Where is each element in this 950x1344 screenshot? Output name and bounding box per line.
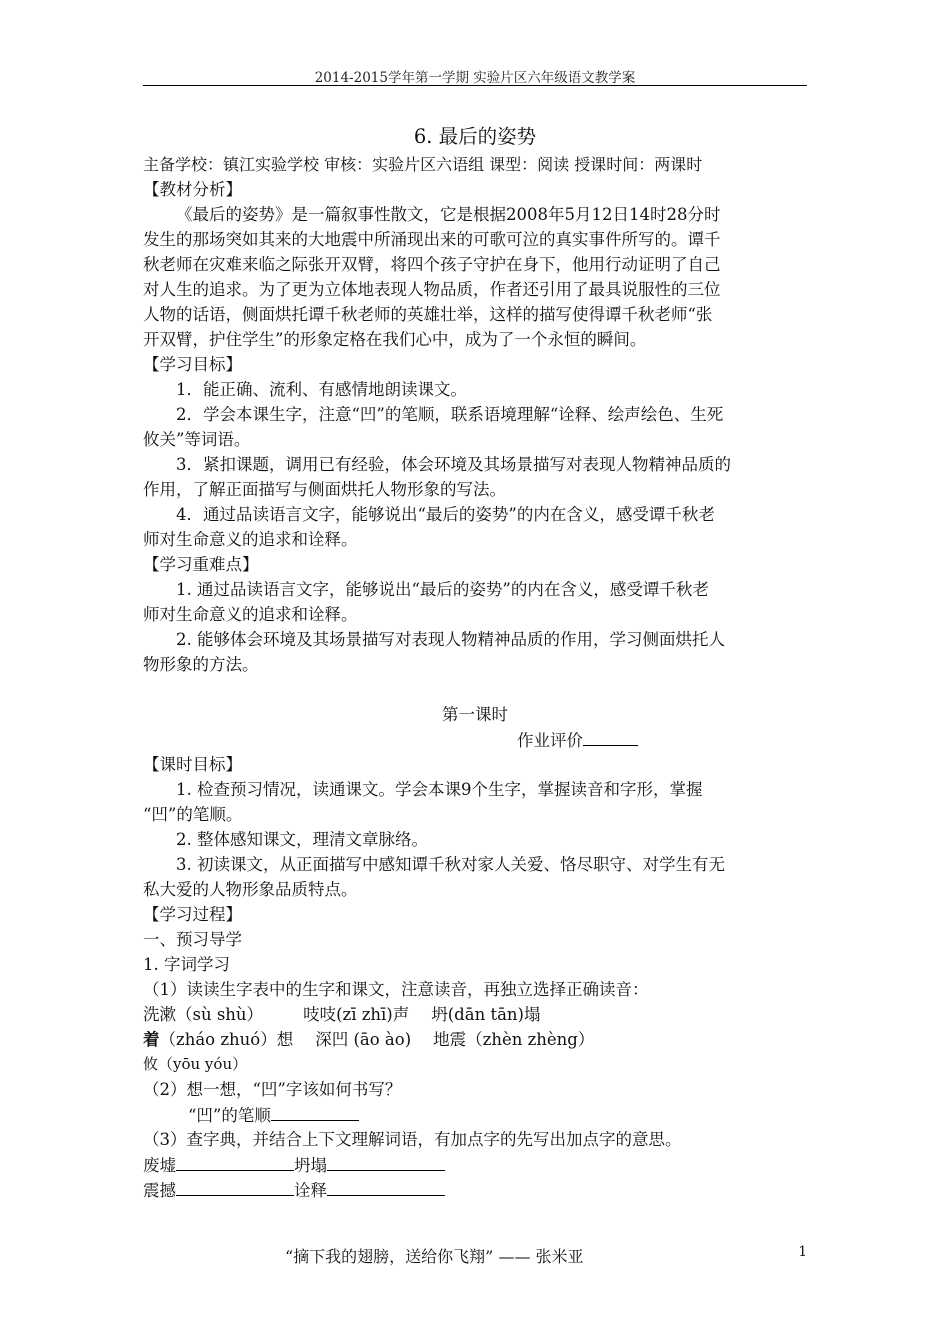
objective-item-cont: 私大爱的人物形象品质特点。 — [143, 880, 358, 899]
vocab-blank[interactable] — [176, 1152, 294, 1171]
question-1: （1）读读生字表中的生字和课文，注意读音，再独立选择正确读音： — [143, 980, 649, 999]
pron-word: 攸（yōu yóu） — [143, 1055, 248, 1073]
key-points-heading: 【学习重难点】 — [143, 555, 259, 574]
analysis-heading: 【教材分析】 — [143, 180, 242, 199]
evaluation-label: 作业评价 — [517, 731, 583, 750]
vocab-word: 震撼 — [143, 1181, 176, 1200]
goals-heading: 【学习目标】 — [143, 355, 242, 374]
document-body — [143, 122, 807, 1202]
vocab-word: 坍塌 — [294, 1156, 327, 1175]
pron-word: 深凹 (āo ào) — [315, 1030, 412, 1049]
page-number: 1 — [798, 1244, 807, 1260]
vocab-word: 诠释 — [294, 1181, 327, 1200]
stroke-order-label: “凹”的笔顺 — [188, 1106, 271, 1125]
pronunciation-row — [143, 1002, 807, 1027]
pron-word: （zháo zhuó）想 — [159, 1030, 294, 1049]
vocab-blank[interactable] — [327, 1152, 445, 1171]
key-point-item: 2. 能够体会环境及其场景描写对表现人物精神品质的作用，学习侧面烘托人 — [176, 630, 725, 649]
goal-item-cont: 作用，了解正面描写与侧面烘托人物形象的写法。 — [143, 480, 506, 499]
question-2: （2）想一想，“凹”字该如何书写？ — [143, 1080, 402, 1099]
key-point-item-cont: 师对生命意义的追求和诠释。 — [143, 605, 358, 624]
analysis-line: 开双臂，护住学生”的形象定格在我们心中，成为了一个永恒的瞬间。 — [143, 330, 647, 349]
page-header: 2014-2015学年第一学期 实验片区六年级语文教学案 — [314, 70, 636, 86]
vocab-row — [143, 1177, 807, 1202]
objective-item: 2. 整体感知课文，理清文章脉络。 — [176, 830, 428, 849]
evaluation-row — [143, 727, 807, 752]
vocab-blank[interactable] — [327, 1177, 445, 1196]
pron-word: 洗漱（sù shù） — [143, 1005, 264, 1024]
analysis-line: 《最后的姿势》是一篇叙事性散文，它是根据2008年5月12日14时28分时 — [176, 205, 721, 224]
pron-word: 吱吱(zī zhī)声 — [303, 1005, 410, 1024]
objective-item-cont: “凹”的笔顺。 — [143, 805, 243, 824]
vocab-word: 废墟 — [143, 1156, 176, 1175]
evaluation-blank[interactable] — [583, 727, 638, 746]
spacer — [143, 677, 807, 702]
process-part: 一、预习导学 — [143, 930, 242, 949]
pron-dotted-char: 着 — [143, 1030, 160, 1049]
footer-quote: “摘下我的翅膀，送给你飞翔” —— 张米亚 — [285, 1247, 584, 1266]
goal-item: 3．紧扣课题，调用已有经验，体会环境及其场景描写对表现人物精神品质的 — [176, 455, 731, 474]
goal-item: 1．能正确、流利、有感情地朗读课文。 — [176, 380, 467, 399]
objectives-heading: 【课时目标】 — [143, 755, 242, 774]
pronunciation-row — [143, 1052, 807, 1077]
header-rule — [143, 85, 807, 86]
pron-word: 坍(dān tān)塌 — [431, 1005, 541, 1024]
pron-word: 地震（zhèn zhèng） — [433, 1030, 595, 1049]
goal-item: 4．通过品读语言文字，能够说出“最后的姿势”的内在含义，感受谭千秋老 — [176, 505, 715, 524]
analysis-line: 人物的话语，侧面烘托谭千秋老师的英雄壮举，这样的描写使得谭千秋老师“张 — [143, 305, 713, 324]
vocab-row — [143, 1152, 807, 1177]
key-point-item-cont: 物形象的方法。 — [143, 655, 259, 674]
analysis-line: 秋老师在灾难来临之际张开双臂，将四个孩子守护在身下，他用行动证明了自己 — [143, 255, 721, 274]
analysis-line: 发生的那场突如其来的大地震中所涌现出来的可歌可泣的真实事件所写的。谭千 — [143, 230, 721, 249]
goal-item: 2．学会本课生字，注意“凹”的笔顺，联系语境理解“诠释、绘声绘色、生死 — [176, 405, 724, 424]
key-point-item: 1. 通过品读语言文字，能够说出“最后的姿势”的内在含义，感受谭千秋老 — [176, 580, 709, 599]
analysis-line: 对人生的追求。为了更为立体地表现人物品质，作者还引用了最具说服性的三位 — [143, 280, 721, 299]
document-meta: 主备学校：镇江实验学校 审核：实验片区六语组 课型：阅读 授课时间：两课时 — [143, 155, 703, 174]
document-title: 6. 最后的姿势 — [413, 125, 537, 148]
stroke-order-row — [143, 1102, 807, 1127]
pronunciation-row — [143, 1027, 807, 1052]
goal-item-cont: 师对生命意义的追求和诠释。 — [143, 530, 358, 549]
vocab-blank[interactable] — [176, 1177, 294, 1196]
objective-item: 1. 检查预习情况，读通课文。学会本课9个生字，掌握读音和字形，掌握 — [176, 780, 703, 799]
objective-item: 3. 初读课文，从正面描写中感知谭千秋对家人关爱、恪尽职守、对学生有无 — [176, 855, 725, 874]
stroke-order-blank[interactable] — [271, 1102, 359, 1121]
goal-item-cont: 攸关”等词语。 — [143, 430, 251, 449]
process-heading: 【学习过程】 — [143, 905, 242, 924]
process-item: 1. 字词学习 — [143, 955, 230, 974]
question-3: （3）查字典，并结合上下文理解词语，有加点字的先写出加点字的意思。 — [143, 1130, 682, 1149]
lesson-title: 第一课时 — [442, 705, 508, 724]
